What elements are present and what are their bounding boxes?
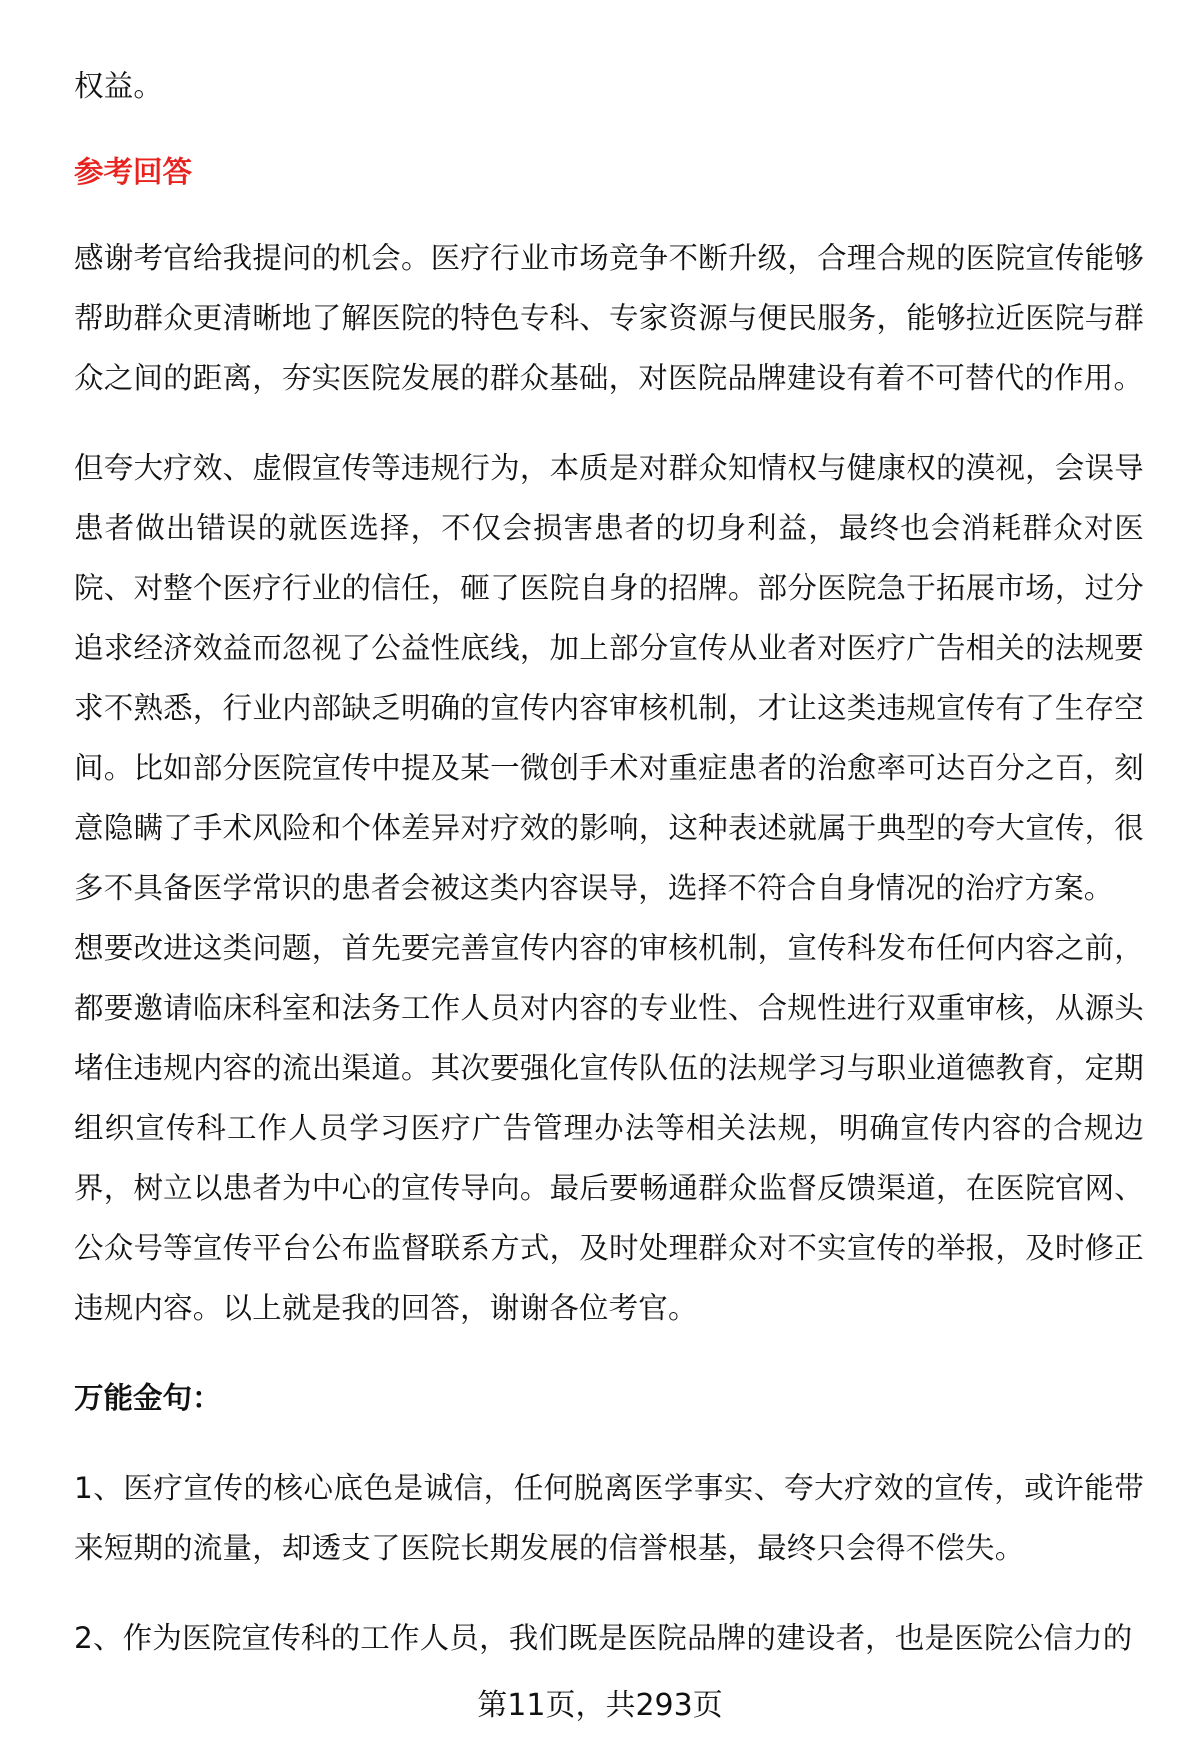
- answer-paragraph-1: 感谢考官给我提问的机会。医疗行业市场竞争不断升级，合理合规的医院宣传能够帮助群众更清晰地了解医院的特色专科、专家资源与便民服务，能够拉近医院与群众之间的距离，夯实医院发展的群众基础，对医院品牌建设有着不可替代的作用。: [74, 241, 1144, 395]
- lead-line: 权益。: [74, 69, 164, 103]
- spacer: [74, 116, 1144, 142]
- answer-paragraph-2: 但夸大疗效、虚假宣传等违规行为，本质是对群众知情权与健康权的漠视，会误导患者做出错误的就医选择，不仅会损害患者的切身利益，最终也会消耗群众对医院、对整个医疗行业的信任，砸了医院自身的招牌。部分医院急于拓展市场，过分追求经济效益而忽视了公益性底线，加上部分宣传从业者对医疗广告相关的法规要求不熟悉，行业内部缺乏明确的宣传内容审核机制，才让这类违规宣传有了生存空间。比如部分医院宣传中提及某一微创手术对重症患者的治愈率可达百分之百，刻意隐瞒了手术风险和个体差异对疗效的影响，这种表述就属于典型的夸大宣传，很多不具备医学常识的患者会被这类内容误导，选择不符合自身情况的治疗方案。: [74, 451, 1144, 905]
- spacer: [74, 1338, 1144, 1368]
- page-number-footer: 第11页，共293页: [477, 1688, 723, 1723]
- reference-answer-heading: 参考回答: [74, 155, 193, 189]
- spacer: [74, 1428, 1144, 1458]
- answer-paragraph-3: 想要改进这类问题，首先要完善宣传内容的审核机制，宣传科发布任何内容之前，都要邀请临床科室和法务工作人员对内容的专业性、合规性进行双重审核，从源头堵住违规内容的流出渠道。其次要强化宣传队伍的法规学习与职业道德教育，定期组织宣传科工作人员学习医疗广告管理办法等相关法规，明确宣传内容的合规边界，树立以患者为中心的宣传导向。最后要畅通群众监督反馈渠道，在医院官网、公众号等宣传平台公布监督联系方式，及时处理群众对不实宣传的举报，及时修正违规内容。以上就是我的回答，谢谢各位考官。: [74, 931, 1144, 1325]
- document-page: [74, 56, 1144, 1668]
- spacer: [74, 1578, 1144, 1608]
- spacer: [74, 202, 1144, 228]
- golden-sentences-heading: 万能金句：: [74, 1381, 222, 1415]
- golden-sentence-2: 2、作为医院宣传科的工作人员，我们既是医院品牌的建设者，也是医院公信力的: [74, 1621, 1133, 1655]
- spacer: [74, 408, 1144, 438]
- golden-sentence-1: 1、医疗宣传的核心底色是诚信，任何脱离医学事实、夸大疗效的宣传，或许能带来短期的流量，却透支了医院长期发展的信誉根基，最终只会得不偿失。: [74, 1471, 1144, 1565]
